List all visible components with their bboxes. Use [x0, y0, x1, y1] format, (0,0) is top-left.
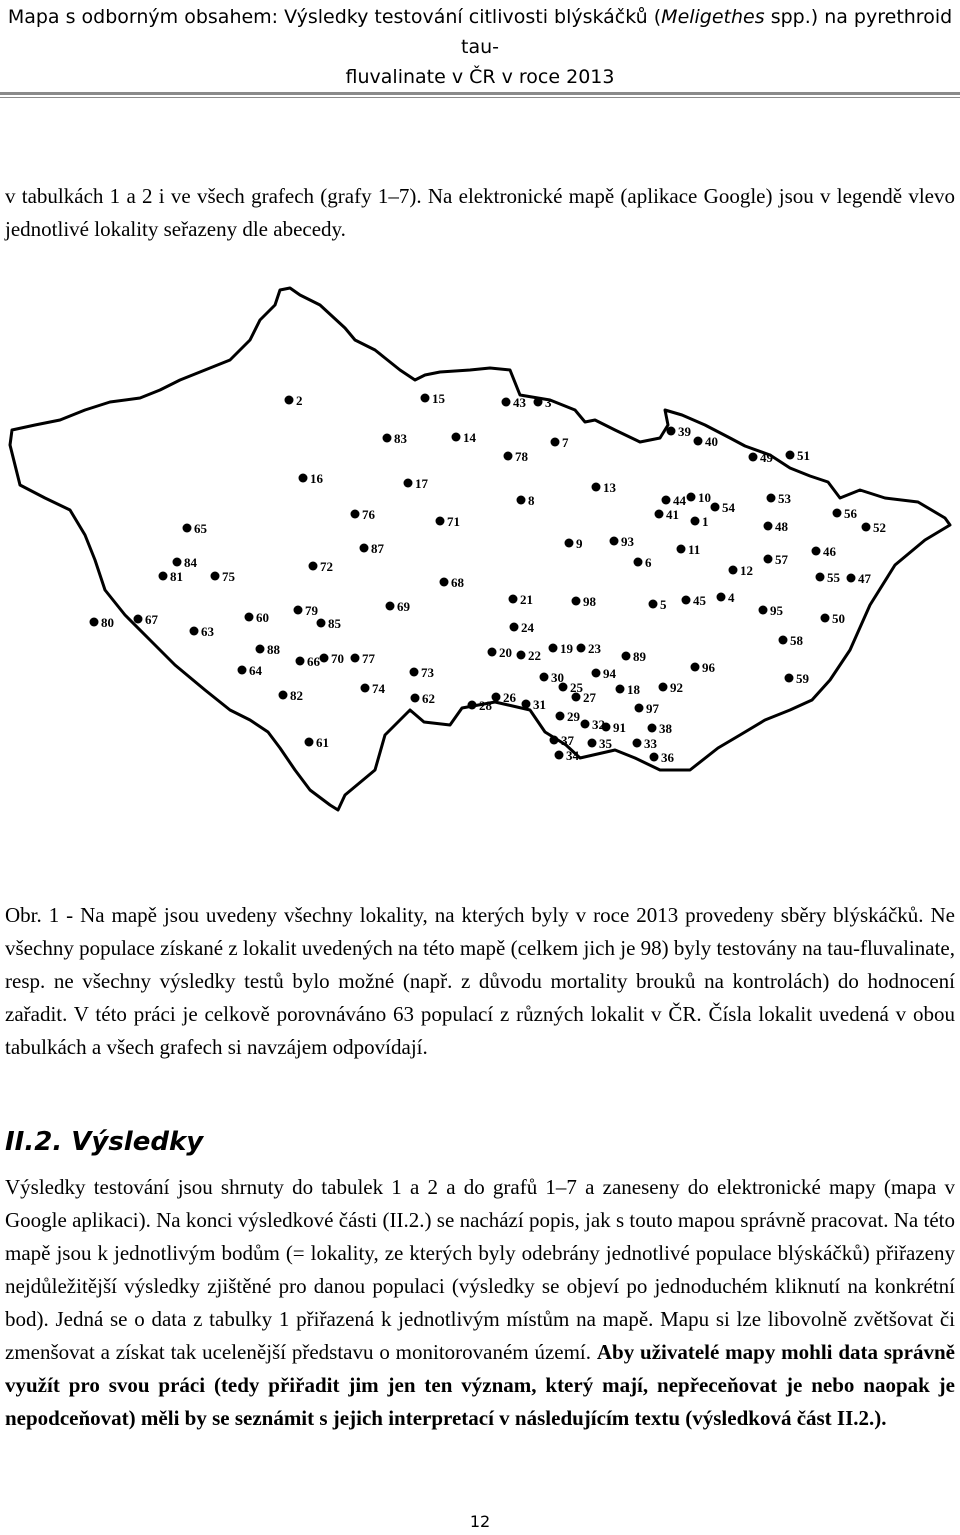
locality-dot: [767, 494, 776, 503]
locality-dot: [351, 654, 360, 663]
locality-label: 20: [499, 645, 512, 660]
locality-dot: [764, 555, 773, 564]
locality-dot: [320, 654, 329, 663]
locality-dot: [468, 701, 477, 710]
page-number: 12: [469, 1512, 491, 1531]
locality-dot: [610, 537, 619, 546]
locality-label: 77: [362, 651, 375, 666]
locality-label: 7: [562, 435, 569, 450]
locality-dot: [821, 614, 830, 623]
locality-label: 55: [827, 570, 840, 585]
locality-dot: [555, 751, 564, 760]
country-outline: [10, 288, 950, 810]
locality-dot: [360, 544, 369, 553]
header-title-line2: fluvalinate v ČR v roce 2013: [345, 66, 615, 88]
locality-label: 85: [328, 616, 341, 631]
locality-label: 95: [770, 603, 783, 618]
locality-label: 46: [823, 544, 836, 559]
locality-dot: [687, 493, 696, 502]
locality-label: 48: [775, 519, 788, 534]
locality-label: 21: [520, 592, 533, 607]
locality-label: 22: [528, 648, 541, 663]
locality-dot: [749, 453, 758, 462]
locality-label: 17: [415, 476, 428, 491]
locality-label: 45: [693, 593, 706, 608]
locality-dot: [677, 545, 686, 554]
czech-republic-map: [0, 270, 960, 890]
locality-dot: [510, 623, 519, 632]
locality-label: 27: [583, 690, 596, 705]
locality-dot: [847, 574, 856, 583]
locality-label: 88: [267, 642, 280, 657]
locality-dot: [616, 685, 625, 694]
locality-label: 29: [567, 709, 580, 724]
section-number: II.2.: [5, 1127, 63, 1157]
locality-dot: [572, 597, 581, 606]
locality-label: 62: [422, 691, 435, 706]
locality-dot: [317, 619, 326, 628]
locality-dot: [488, 648, 497, 657]
locality-label: 15: [432, 391, 445, 406]
locality-dot: [659, 683, 668, 692]
locality-label: 25: [570, 680, 583, 695]
locality-label: 84: [184, 555, 197, 570]
locality-label: 91: [613, 720, 626, 735]
locality-label: 57: [775, 552, 788, 567]
results-paragraph: [5, 1171, 955, 1435]
locality-label: 70: [331, 651, 344, 666]
locality-dot: [588, 739, 597, 748]
locality-label: 8: [528, 493, 535, 508]
locality-label: 30: [551, 670, 564, 685]
locality-label: 49: [760, 450, 773, 465]
page-header: [0, 0, 960, 100]
locality-label: 61: [316, 735, 329, 750]
locality-label: 92: [670, 680, 683, 695]
locality-dot: [622, 652, 631, 661]
locality-dot: [635, 704, 644, 713]
locality-label: 98: [583, 594, 596, 609]
locality-dot: [134, 615, 143, 624]
locality-dot: [691, 517, 700, 526]
locality-label: 6: [645, 555, 652, 570]
locality-dot: [305, 738, 314, 747]
locality-dot: [421, 394, 430, 403]
locality-label: 82: [290, 688, 303, 703]
locality-dot: [211, 572, 220, 581]
locality-dot: [565, 539, 574, 548]
locality-dot: [294, 606, 303, 615]
locality-label: 32: [592, 717, 605, 732]
locality-label: 69: [397, 599, 410, 614]
locality-label: 94: [603, 666, 616, 681]
locality-dot: [556, 712, 565, 721]
locality-dot: [299, 474, 308, 483]
locality-dot: [404, 479, 413, 488]
section-title: Výsledky: [71, 1127, 204, 1157]
locality-label: 60: [256, 610, 269, 625]
locality-label: 38: [659, 721, 672, 736]
locality-label: 51: [797, 448, 810, 463]
locality-dot: [534, 398, 543, 407]
locality-dot: [517, 496, 526, 505]
locality-label: 12: [740, 563, 753, 578]
locality-dot: [649, 600, 658, 609]
locality-label: 75: [222, 569, 235, 584]
locality-label: 41: [666, 507, 679, 522]
locality-label: 97: [646, 701, 659, 716]
locality-dot: [386, 602, 395, 611]
locality-label: 83: [394, 431, 407, 446]
locality-dot: [502, 398, 511, 407]
locality-label: 96: [702, 660, 715, 675]
locality-dot: [551, 438, 560, 447]
section-heading: [5, 1125, 203, 1159]
locality-label: 2: [296, 393, 303, 408]
locality-label: 66: [307, 654, 320, 669]
locality-label: 73: [421, 665, 434, 680]
results-text: Výsledky testování jsou shrnuty do tabulek 1 a 2 a do grafů 1–7 a zaneseny do elektronické mapy (mapa v Google aplikaci). Na konci výsledkové části (II.2.) se nachází popis, jak s touto mapou správně pracovat. Na této mapě jsou k jednotlivým bodům (= lokality, ze kterých byly odebrány jednotlivé populace blýskáčků) přiřazeny nejdůležitější výsledky zjištěné pro danou populaci (výsledky se objeví po jednoduchém kliknutí na konkrétní bod). Jedná se o data z tabulky 1 přiřazená k jednotlivým místům na mapě. Mapu si lze libovolně zvětšovat či zmenšovat a získat tak ucelenější představu o monitorovaném území.: [5, 1175, 955, 1364]
locality-label: 35: [599, 736, 612, 751]
locality-dot: [522, 700, 531, 709]
locality-dot: [764, 522, 773, 531]
locality-dot: [517, 651, 526, 660]
locality-label: 65: [194, 521, 207, 536]
locality-dot: [361, 684, 370, 693]
locality-dot: [862, 523, 871, 532]
locality-dot: [190, 627, 199, 636]
locality-label: 4: [728, 590, 735, 605]
locality-dot: [183, 524, 192, 533]
locality-dot: [436, 517, 445, 526]
locality-label: 19: [560, 641, 573, 656]
locality-label: 9: [576, 536, 583, 551]
locality-label: 50: [832, 611, 845, 626]
locality-dot: [694, 437, 703, 446]
intro-paragraph: v tabulkách 1 a 2 i ve všech grafech (grafy 1–7). Na elektronické mapě (aplikace Google) jsou v legendě vlevo jednotlivé lokality seřazeny dle abecedy.: [5, 184, 955, 241]
locality-label: 10: [698, 490, 711, 505]
locality-dot: [812, 547, 821, 556]
locality-label: 68: [451, 575, 464, 590]
locality-dot: [655, 510, 664, 519]
locality-label: 18: [627, 682, 640, 697]
locality-label: 63: [201, 624, 214, 639]
locality-label: 43: [513, 395, 526, 410]
locality-dot: [786, 451, 795, 460]
locality-dot: [729, 566, 738, 575]
locality-label: 80: [101, 615, 114, 630]
locality-label: 36: [661, 750, 674, 765]
locality-label: 13: [603, 480, 616, 495]
locality-label: 59: [796, 671, 809, 686]
locality-label: 56: [844, 506, 857, 521]
locality-dot: [279, 691, 288, 700]
locality-label: 24: [521, 620, 534, 635]
locality-label: 37: [561, 733, 574, 748]
locality-label: 11: [688, 542, 701, 557]
locality-dot: [351, 510, 360, 519]
locality-dot: [549, 644, 558, 653]
locality-dot: [540, 673, 549, 682]
locality-label: 40: [705, 434, 718, 449]
results-text-bold: Aby uživatelé mapy mohli data správně využít pro svou práci (tedy přiřadit jim jen ten význam, který mají, nepřeceňovat je nebo naopak je nepodceňovat) měli by se seznámit s jejich interpretací v následujícím textu (výsledková část II.2.).: [5, 1340, 955, 1430]
locality-dot: [550, 736, 559, 745]
locality-dot: [633, 739, 642, 748]
header-title: [0, 2, 960, 92]
locality-dot: [411, 694, 420, 703]
figure-caption: Obr. 1 - Na mapě jsou uvedeny všechny lokality, na kterých byly v roce 2013 provedeny sběry blýskáčků. Ne všechny populace získané z lokalit uvedených na této mapě (celkem jich je 98) byly testovány na tau-fluvalinate, resp. ne všechny výsledky testů bylo možné (např. z důvodu mortality brouků na kontrolách) do hodnocení zařadit. V této práci je celkově porovnáváno 63 populací z různých lokalit v ČR. Čísla lokalit uvedená v obou tabulkách a všech grafech si navzájem odpovídají.: [5, 903, 955, 1059]
locality-dot: [90, 618, 99, 627]
locality-dot: [816, 573, 825, 582]
locality-dot: [309, 562, 318, 571]
locality-label: 89: [633, 649, 646, 664]
locality-label: 54: [722, 500, 735, 515]
locality-label: 74: [372, 681, 385, 696]
locality-dot: [833, 509, 842, 518]
locality-dot: [173, 558, 182, 567]
locality-dot: [592, 483, 601, 492]
locality-label: 28: [479, 698, 492, 713]
locality-dot: [509, 595, 518, 604]
locality-map: [0, 270, 960, 890]
locality-dot: [440, 578, 449, 587]
header-title-part1: Mapa s odborným obsahem: Výsledky testování citlivosti blýskáčků (: [7, 6, 662, 28]
locality-label: 81: [170, 569, 183, 584]
locality-dot: [577, 644, 586, 653]
locality-dot: [492, 693, 501, 702]
header-title-genus: Meligethes: [661, 6, 765, 28]
locality-label: 34: [566, 748, 579, 763]
locality-dot: [711, 503, 720, 512]
locality-dot: [285, 396, 294, 405]
locality-dot: [256, 645, 265, 654]
locality-dot: [452, 433, 461, 442]
locality-label: 64: [249, 663, 262, 678]
locality-label: 78: [515, 449, 528, 464]
locality-dot: [634, 558, 643, 567]
locality-label: 26: [503, 690, 516, 705]
locality-label: 79: [305, 603, 318, 618]
locality-label: 58: [790, 633, 803, 648]
locality-label: 3: [545, 395, 552, 410]
header-rule: [0, 92, 960, 95]
locality-dot: [410, 668, 419, 677]
locality-label: 93: [621, 534, 634, 549]
locality-dot: [238, 666, 247, 675]
locality-label: 72: [320, 559, 333, 574]
locality-dot: [759, 606, 768, 615]
locality-label: 52: [873, 520, 886, 535]
locality-dot: [504, 452, 513, 461]
locality-label: 71: [447, 514, 460, 529]
locality-dot: [717, 593, 726, 602]
locality-dot: [682, 596, 691, 605]
locality-dot: [650, 753, 659, 762]
header-title-part2: spp.) na pyrethroid tau-: [461, 6, 953, 58]
locality-dot: [785, 674, 794, 683]
locality-label: 33: [644, 736, 657, 751]
locality-dot: [245, 613, 254, 622]
locality-label: 47: [858, 571, 871, 586]
locality-label: 53: [778, 491, 791, 506]
locality-label: 14: [463, 430, 476, 445]
locality-label: 31: [533, 697, 546, 712]
locality-dot: [159, 572, 168, 581]
locality-label: 67: [145, 612, 158, 627]
locality-dot: [667, 427, 676, 436]
locality-dot: [648, 724, 657, 733]
locality-label: 44: [673, 493, 686, 508]
header-rule-thin: [0, 97, 960, 98]
locality-dot: [581, 720, 590, 729]
locality-dot: [592, 669, 601, 678]
locality-dot: [691, 663, 700, 672]
locality-dot: [383, 434, 392, 443]
locality-label: 5: [660, 597, 667, 612]
locality-label: 1: [702, 514, 709, 529]
locality-label: 23: [588, 641, 601, 656]
locality-label: 39: [678, 424, 691, 439]
locality-dot: [296, 657, 305, 666]
locality-label: 76: [362, 507, 375, 522]
locality-label: 16: [310, 471, 323, 486]
locality-dot: [662, 496, 671, 505]
locality-label: 87: [371, 541, 384, 556]
locality-dot: [779, 636, 788, 645]
